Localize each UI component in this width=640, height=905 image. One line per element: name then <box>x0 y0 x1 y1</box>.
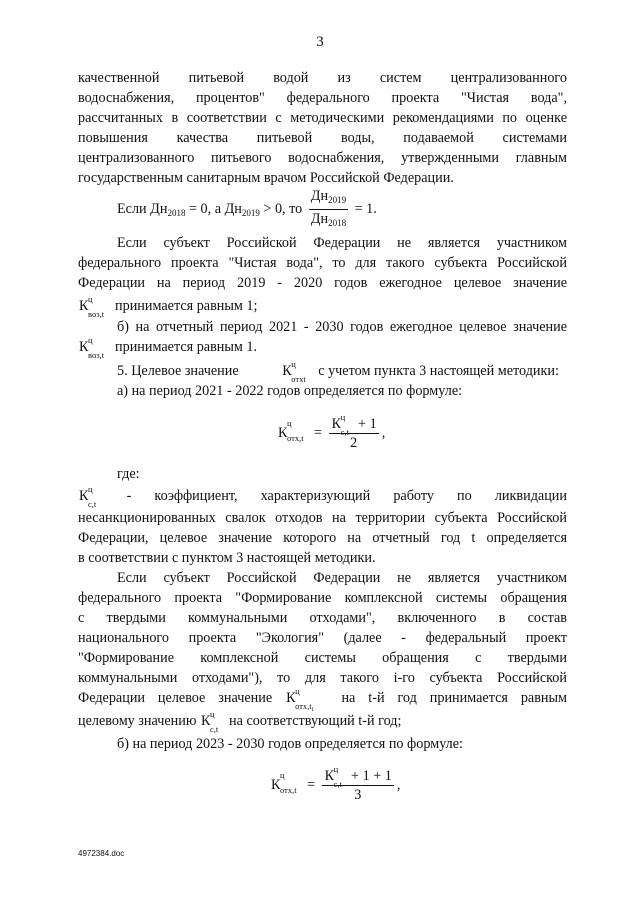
formula-2 <box>270 764 401 804</box>
k-letter: К <box>79 339 89 355</box>
text-part: принимается равным 1. <box>115 339 258 355</box>
k-letter: К <box>324 768 335 784</box>
text-line: Если субъект Российской Федерации не является участником <box>117 235 567 251</box>
k-superscript: ц <box>280 770 285 780</box>
k-c-symbol <box>79 484 102 509</box>
k-voz-symbol <box>79 335 110 360</box>
text-line: "Формирование комплексной системы обращения с твердыми <box>78 650 567 666</box>
k-c-symbol <box>201 709 224 734</box>
text-part: Федерации целевое значение <box>78 690 273 706</box>
text-line: в соответствии с пунктом 3 настоящей методики. <box>78 550 376 566</box>
cond-part: > 0, то <box>259 200 306 217</box>
k-superscript: ц <box>287 418 292 428</box>
subscript: 2019 <box>328 195 347 205</box>
numerator <box>309 187 348 210</box>
formula-1 <box>277 412 386 452</box>
k-superscript: ц <box>340 412 346 422</box>
k-otkh-symbol <box>243 359 313 384</box>
text-line: б) на период 2023 - 2030 годов определяется по формуле: <box>117 736 463 752</box>
cond-part: = 0, а Дн <box>185 200 242 217</box>
text-line: а) на период 2021 - 2022 годов определяется по формуле: <box>117 383 463 399</box>
numerator <box>329 412 379 437</box>
text-part: на t-й год принимается равным <box>341 690 568 706</box>
text-part: 5. Целевое значение <box>117 363 239 379</box>
text-line: несанкционированных свалок отходов на территории субъекта Российской <box>78 510 567 526</box>
equals-sign: = <box>307 777 316 793</box>
text-line: государственным санитарным врачом Российской Федерации. <box>78 170 454 186</box>
k-superscript: ц <box>291 359 296 369</box>
k-superscript: ц <box>88 335 93 345</box>
text-line <box>78 686 568 713</box>
k-subscript-text: отх,t <box>295 701 312 711</box>
page-number: 3 <box>316 34 324 50</box>
k-letter: К <box>271 777 281 793</box>
text-part: с учетом пункта 3 настоящей методики: <box>318 363 559 379</box>
k-superscript: ц <box>295 686 300 696</box>
k-letter: К <box>79 488 89 504</box>
k-letter: К <box>331 416 342 432</box>
dn: Дн <box>310 211 329 227</box>
k-superscript: ц <box>333 764 339 774</box>
text-line: национального проекта "Экология" (далее - федеральный проект <box>78 630 567 646</box>
k-letter: К <box>278 425 288 441</box>
text-line: водоснабжения, процентов" федерального проекта "Чистая вода", <box>78 90 567 106</box>
text-line: качественной питьевой водой из систем централизованного <box>78 70 567 86</box>
k-subscript: c,t <box>333 779 342 789</box>
fraction <box>309 187 348 232</box>
denominator: 2 <box>350 435 358 451</box>
text-line: Если субъект Российской Федерации не является участником <box>117 570 567 586</box>
k-subscript: отх,t <box>280 785 297 795</box>
text-part: принимается равным 1; <box>115 298 258 314</box>
text-line: рассчитанных в соответствии с методическими рекомендациями по оценке <box>78 110 567 126</box>
text-line <box>78 335 567 360</box>
text-line: с твердыми коммунальными отходами", включенного в состав <box>78 610 567 626</box>
k-subscript: c,t <box>340 427 349 437</box>
text-line <box>78 484 567 509</box>
k-subscript: c,t <box>210 724 219 734</box>
k-otkh-symbol <box>271 770 302 795</box>
k-letter: К <box>286 690 296 706</box>
k-otkh-symbol <box>278 418 309 443</box>
text-line: б) на отчетный период 2021 - 2030 годов ежегодное целевое значение <box>117 319 567 335</box>
subscript: 2018 <box>167 207 186 218</box>
comma: , <box>396 777 401 793</box>
k-superscript: ц <box>88 484 93 494</box>
cond-part: Если Дн <box>117 200 168 217</box>
text-line: коммунальными отходами"), то для такого i-го субъекта Российской <box>78 670 567 686</box>
denominator <box>309 210 348 232</box>
text-line <box>78 294 567 319</box>
text-line <box>78 709 567 734</box>
text-part: целевому значению <box>78 713 197 729</box>
text-part: - коэффициент, характеризующий работу по ликвидации <box>126 488 567 504</box>
text-line: повышения качества питьевой воды, подаваемой системами <box>78 130 567 146</box>
k-subscript: отхt <box>291 374 306 384</box>
text-line: Федерации, целевое значение которого на отчетный год t определяется <box>78 530 567 546</box>
k-subscript: воз,t <box>88 309 105 319</box>
k-subscript: c,t <box>88 499 97 509</box>
text-line: где: <box>117 466 140 482</box>
k-subscript: отх,t <box>287 433 304 443</box>
footer-filename: 4972384.doc <box>78 849 125 858</box>
text-line <box>78 359 567 384</box>
dn: Дн <box>310 188 329 204</box>
cond-part: = 1. <box>351 200 377 217</box>
k-c-symbol <box>324 764 350 789</box>
comma: , <box>381 425 386 441</box>
k-letter: К <box>201 713 211 729</box>
text-line: централизованного питьевого водоснабжения, утвержденными главным <box>78 150 567 166</box>
fraction <box>322 764 394 804</box>
subscript: 2019 <box>241 207 260 218</box>
k-letter: К <box>79 298 89 314</box>
condition-formula <box>117 187 377 232</box>
denominator: 3 <box>354 787 362 803</box>
k-c-symbol <box>331 412 357 437</box>
equals-sign: = <box>314 425 323 441</box>
k-voz-symbol <box>79 294 110 319</box>
k-subscript: воз,t <box>88 350 105 360</box>
text-line: Федерации на период 2019 - 2020 годов ежегодное целевое значение <box>78 275 567 291</box>
k-superscript: ц <box>210 709 215 719</box>
k-letter: К <box>282 363 292 379</box>
subscript: 2018 <box>328 218 347 228</box>
k-subscript-i: i <box>311 706 314 713</box>
text-line: федерального проекта "Чистая вода", то для такого субъекта Российской <box>78 255 567 271</box>
k-superscript: ц <box>88 294 93 304</box>
numerator <box>322 764 394 789</box>
text-line: федерального проекта "Формирование комплексной системы обращения <box>78 590 567 606</box>
k-otkh-ti-symbol <box>286 686 327 713</box>
plus-one-one: + 1 + 1 <box>351 768 392 784</box>
text-part: на соответствующий t-й год; <box>229 713 402 729</box>
fraction <box>329 412 379 452</box>
plus-one: + 1 <box>358 416 377 432</box>
